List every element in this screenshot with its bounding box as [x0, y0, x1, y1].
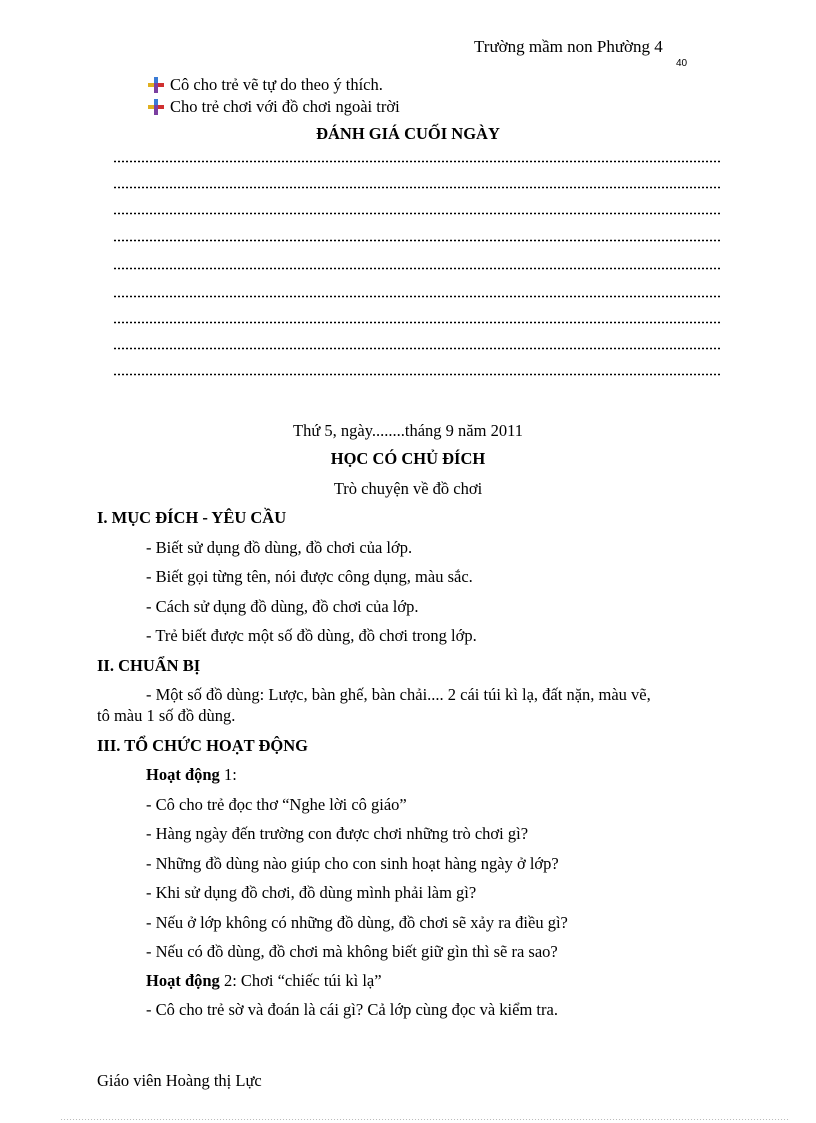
paragraph-line: tô màu 1 số đồ dùng. [97, 706, 236, 725]
teacher-footer: Giáo viên Hoàng thị Lực [97, 1071, 262, 1090]
activity2-label: Hoạt động [146, 971, 220, 990]
list-item: - Cô cho trẻ sờ và đoán là cái gì? Cả lớp cùng đọc và kiểm tra. [146, 1000, 558, 1019]
section1-heading: I. MỤC ĐÍCH - YÊU CẦU [97, 508, 287, 527]
list-item: - Cách sử dụng đồ dùng, đồ chơi của lớp. [146, 597, 419, 616]
date-line: Thứ 5, ngày........tháng 9 năm 2011 [293, 421, 523, 440]
activity1-heading [146, 765, 237, 785]
activity1-suffix: 1: [219, 765, 237, 784]
list-item: - Cô cho trẻ đọc thơ “Nghe lời cô giáo” [146, 795, 407, 814]
bullet-item [148, 97, 400, 117]
list-item: - Hàng ngày đến trường con được chơi những trò chơi gì? [146, 824, 529, 843]
list-item: - Nếu có đồ dùng, đồ chơi mà không biết giữ gìn thì sẽ ra sao? [146, 942, 558, 961]
lesson-type: HỌC CÓ CHỦ ĐÍCH [330, 449, 486, 468]
evaluation-title: ĐÁNH GIÁ CUỐI NGÀY [316, 124, 500, 143]
list-item: - Những đồ dùng nào giúp cho con sinh hoạt hàng ngày ở lớp? [146, 854, 559, 873]
school-header: Trường mầm non Phường 4 [474, 37, 663, 56]
dotted-line [113, 347, 721, 350]
section2-heading: II. CHUẨN BỊ [97, 656, 201, 675]
section3-heading: III. TỔ CHỨC HOẠT ĐỘNG [97, 736, 309, 755]
dotted-line [113, 267, 721, 270]
footer-divider [60, 1119, 790, 1120]
dotted-line [113, 160, 721, 163]
list-item: - Biết sử dụng đồ dùng, đồ chơi của lớp. [146, 538, 413, 557]
cross-bullet-icon [148, 77, 164, 93]
dotted-line [113, 239, 721, 242]
list-item: - Khi sử dụng đồ chơi, đồ dùng mình phải làm gì? [146, 883, 477, 902]
bullet-item [148, 75, 383, 95]
activity2-heading [146, 971, 382, 991]
list-item: - Biết gọi từng tên, nói được công dụng, màu sắc. [146, 567, 473, 586]
activity1-label: Hoạt động [146, 765, 220, 784]
list-item: - Trẻ biết được một số đồ dùng, đồ chơi trong lớp. [146, 626, 477, 645]
activity2-suffix: 2: Chơi “chiếc túi kì lạ” [219, 971, 382, 990]
bullet-text: Cô cho trẻ vẽ tự do theo ý thích. [170, 75, 383, 94]
page-number: 40 [676, 58, 688, 69]
dotted-line [113, 321, 721, 324]
bullet-text: Cho trẻ chơi với đồ chơi ngoài trời [170, 97, 400, 116]
lesson-topic: Trò chuyện về đồ chơi [333, 479, 483, 498]
cross-bullet-icon [148, 99, 164, 115]
list-item: - Nếu ở lớp không có những đồ dùng, đồ chơi sẽ xảy ra điều gì? [146, 913, 568, 932]
dotted-line [113, 373, 721, 376]
paragraph-line: - Một số đồ dùng: Lược, bàn ghế, bàn chải.... 2 cái túi kì lạ, đất nặn, màu vẽ, [146, 685, 651, 704]
dotted-line [113, 186, 721, 189]
dotted-line [113, 212, 721, 215]
dotted-line [113, 295, 721, 298]
